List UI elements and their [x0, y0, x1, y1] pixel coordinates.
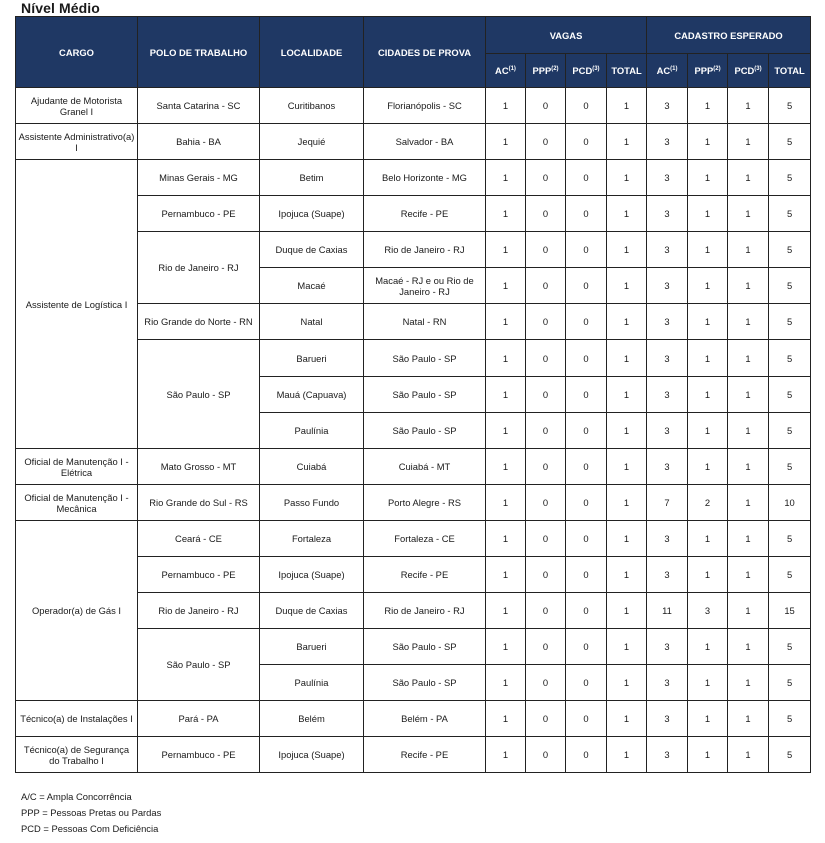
header-polo: POLO DE TRABALHO [138, 17, 260, 88]
cell-vagas-pcd: 0 [566, 304, 607, 340]
cell-vagas-ac: 1 [486, 124, 526, 160]
header-cargo: CARGO [16, 17, 138, 88]
cell-localidade: Cuiabá [260, 449, 364, 485]
cell-localidade: Macaé [260, 268, 364, 304]
cell-cadastro-ppp: 3 [688, 593, 728, 629]
cell-vagas-total: 1 [607, 232, 647, 268]
cell-polo: Rio de Janeiro - RJ [138, 593, 260, 629]
cell-vagas-total: 1 [607, 701, 647, 737]
subheader-cadastro-ppp [688, 54, 728, 88]
legend-ppp: PPP = Pessoas Pretas ou Pardas [21, 807, 162, 818]
table-header [16, 17, 811, 88]
cell-cidade: Recife - PE [364, 557, 486, 593]
cell-cadastro-total: 5 [769, 377, 811, 413]
subheader-cadastro-pcd [728, 54, 769, 88]
cell-cadastro-total: 5 [769, 196, 811, 232]
cell-vagas-pcd: 0 [566, 124, 607, 160]
table-row [16, 449, 811, 485]
cell-cadastro-pcd: 1 [728, 629, 769, 665]
cell-vagas-pcd: 0 [566, 268, 607, 304]
subheader-label: PPP [532, 65, 552, 76]
cell-cadastro-pcd: 1 [728, 485, 769, 521]
cell-vagas-pcd: 0 [566, 737, 607, 773]
cell-cargo: Operador(a) de Gás I [16, 521, 138, 701]
cell-cadastro-pcd: 1 [728, 88, 769, 124]
cell-cadastro-ac: 3 [647, 737, 688, 773]
cell-cadastro-ppp: 1 [688, 413, 728, 449]
cell-localidade: Barueri [260, 629, 364, 665]
cell-cadastro-pcd: 1 [728, 377, 769, 413]
cell-cadastro-pcd: 1 [728, 593, 769, 629]
cell-vagas-ppp: 0 [526, 196, 566, 232]
subheader-label: AC [656, 65, 671, 76]
cell-cidade: Rio de Janeiro - RJ [364, 232, 486, 268]
legend [21, 789, 161, 837]
cell-vagas-pcd: 0 [566, 340, 607, 377]
cell-cadastro-total: 5 [769, 665, 811, 701]
cell-cadastro-pcd: 1 [728, 701, 769, 737]
cell-cargo: Oficial de Manutenção I - Mecânica [16, 485, 138, 521]
cell-cadastro-pcd: 1 [728, 737, 769, 773]
cell-localidade: Barueri [260, 340, 364, 377]
cell-cidade: São Paulo - SP [364, 629, 486, 665]
subheader-note: (1) [670, 65, 678, 72]
cell-vagas-ac: 1 [486, 413, 526, 449]
cell-vagas-ppp: 0 [526, 485, 566, 521]
cell-vagas-ppp: 0 [526, 701, 566, 737]
cell-cadastro-pcd: 1 [728, 160, 769, 196]
cell-vagas-ppp: 0 [526, 377, 566, 413]
cell-localidade: Natal [260, 304, 364, 340]
cell-cadastro-ac: 3 [647, 160, 688, 196]
cell-localidade: Jequié [260, 124, 364, 160]
cell-vagas-total: 1 [607, 268, 647, 304]
cell-vagas-ppp: 0 [526, 557, 566, 593]
cell-cadastro-ac: 3 [647, 449, 688, 485]
cell-vagas-pcd: 0 [566, 629, 607, 665]
cell-localidade: Belém [260, 701, 364, 737]
cell-cadastro-ppp: 1 [688, 88, 728, 124]
cell-cidade: Cuiabá - MT [364, 449, 486, 485]
cell-vagas-pcd: 0 [566, 232, 607, 268]
cell-cidade: São Paulo - SP [364, 413, 486, 449]
cell-cargo: Técnico(a) de Segurança do Trabalho I [16, 737, 138, 773]
cell-cadastro-total: 5 [769, 160, 811, 196]
subheader-note: (2) [713, 65, 721, 72]
cell-vagas-total: 1 [607, 521, 647, 557]
cell-vagas-ac: 1 [486, 701, 526, 737]
cell-localidade: Ipojuca (Suape) [260, 557, 364, 593]
cell-cadastro-ppp: 1 [688, 124, 728, 160]
cell-cadastro-ac: 7 [647, 485, 688, 521]
cell-polo: Rio de Janeiro - RJ [138, 232, 260, 304]
cell-cadastro-pcd: 1 [728, 304, 769, 340]
cell-cadastro-ac: 3 [647, 665, 688, 701]
vacancies-table [15, 16, 811, 773]
subheader-label: PCD [734, 65, 755, 76]
cell-vagas-ppp: 0 [526, 413, 566, 449]
table-body [16, 88, 811, 773]
cell-vagas-ac: 1 [486, 629, 526, 665]
cell-cargo: Técnico(a) de Instalações I [16, 701, 138, 737]
cell-vagas-ppp: 0 [526, 304, 566, 340]
cell-vagas-pcd: 0 [566, 196, 607, 232]
cell-cadastro-ppp: 1 [688, 196, 728, 232]
cell-vagas-ac: 1 [486, 377, 526, 413]
cell-cidade: Macaé - RJ e ou Rio de Janeiro - RJ [364, 268, 486, 304]
cell-cadastro-total: 5 [769, 88, 811, 124]
cell-cadastro-pcd: 1 [728, 232, 769, 268]
cell-cidade: Natal - RN [364, 304, 486, 340]
cell-vagas-pcd: 0 [566, 701, 607, 737]
cell-cargo: Ajudante de Motorista Granel I [16, 88, 138, 124]
cell-cadastro-ac: 3 [647, 304, 688, 340]
subheader-note: (1) [508, 65, 516, 72]
cell-cadastro-pcd: 1 [728, 557, 769, 593]
cell-vagas-total: 1 [607, 160, 647, 196]
cell-localidade: Mauá (Capuava) [260, 377, 364, 413]
cell-cidade: São Paulo - SP [364, 377, 486, 413]
cell-vagas-total: 1 [607, 485, 647, 521]
cell-cadastro-pcd: 1 [728, 268, 769, 304]
cell-cidade: Fortaleza - CE [364, 521, 486, 557]
cell-vagas-ppp: 0 [526, 521, 566, 557]
cell-vagas-pcd: 0 [566, 665, 607, 701]
cell-vagas-ppp: 0 [526, 737, 566, 773]
cell-polo: Santa Catarina - SC [138, 88, 260, 124]
cell-cadastro-ac: 3 [647, 629, 688, 665]
cell-vagas-ac: 1 [486, 196, 526, 232]
cell-cadastro-total: 5 [769, 340, 811, 377]
header-cidades: CIDADES DE PROVA [364, 17, 486, 88]
cell-polo: Pernambuco - PE [138, 196, 260, 232]
cell-cadastro-total: 15 [769, 593, 811, 629]
cell-localidade: Betim [260, 160, 364, 196]
cell-cadastro-ppp: 1 [688, 701, 728, 737]
cell-vagas-total: 1 [607, 196, 647, 232]
cell-cadastro-ac: 3 [647, 377, 688, 413]
cell-cadastro-pcd: 1 [728, 665, 769, 701]
cell-vagas-total: 1 [607, 377, 647, 413]
cell-vagas-total: 1 [607, 665, 647, 701]
cell-vagas-ppp: 0 [526, 88, 566, 124]
cell-cadastro-ppp: 1 [688, 268, 728, 304]
subheader-label: AC [495, 65, 509, 76]
cell-cidade: São Paulo - SP [364, 665, 486, 701]
cell-vagas-total: 1 [607, 340, 647, 377]
cell-cadastro-ac: 3 [647, 557, 688, 593]
cell-cadastro-ac: 11 [647, 593, 688, 629]
cell-polo: Rio Grande do Sul - RS [138, 485, 260, 521]
cell-cidade: Salvador - BA [364, 124, 486, 160]
cell-cadastro-ppp: 2 [688, 485, 728, 521]
subheader-note: (3) [592, 65, 600, 72]
cell-localidade: Ipojuca (Suape) [260, 737, 364, 773]
subheader-vagas-ac [486, 54, 526, 88]
subheader-note: (2) [551, 65, 559, 72]
table-row [16, 485, 811, 521]
cell-polo: São Paulo - SP [138, 340, 260, 449]
cell-cadastro-ppp: 1 [688, 665, 728, 701]
cell-vagas-total: 1 [607, 629, 647, 665]
cell-polo: Pernambuco - PE [138, 557, 260, 593]
cell-cadastro-ac: 3 [647, 413, 688, 449]
cell-vagas-total: 1 [607, 124, 647, 160]
cell-vagas-ppp: 0 [526, 124, 566, 160]
cell-polo: Minas Gerais - MG [138, 160, 260, 196]
cell-localidade: Ipojuca (Suape) [260, 196, 364, 232]
legend-pcd: PCD = Pessoas Com Deficiência [21, 823, 159, 834]
subheader-cadastro-total [769, 54, 811, 88]
cell-vagas-ac: 1 [486, 737, 526, 773]
subheader-vagas-total [607, 54, 647, 88]
cell-cidade: Belo Horizonte - MG [364, 160, 486, 196]
cell-localidade: Curitibanos [260, 88, 364, 124]
table-row [16, 88, 811, 124]
cell-polo: Bahia - BA [138, 124, 260, 160]
cell-cadastro-pcd: 1 [728, 340, 769, 377]
cell-vagas-pcd: 0 [566, 557, 607, 593]
header-localidade: LOCALIDADE [260, 17, 364, 88]
cell-cadastro-total: 5 [769, 413, 811, 449]
cell-vagas-ppp: 0 [526, 160, 566, 196]
cell-vagas-total: 1 [607, 593, 647, 629]
cell-polo: Mato Grosso - MT [138, 449, 260, 485]
cell-vagas-ac: 1 [486, 268, 526, 304]
cell-vagas-pcd: 0 [566, 413, 607, 449]
cell-polo: Pará - PA [138, 701, 260, 737]
cell-vagas-ppp: 0 [526, 665, 566, 701]
cell-vagas-total: 1 [607, 449, 647, 485]
cell-cadastro-total: 5 [769, 521, 811, 557]
cell-vagas-ac: 1 [486, 340, 526, 377]
cell-localidade: Paulínia [260, 665, 364, 701]
cell-cadastro-pcd: 1 [728, 449, 769, 485]
cell-vagas-pcd: 0 [566, 521, 607, 557]
cell-vagas-ppp: 0 [526, 232, 566, 268]
cell-vagas-ac: 1 [486, 593, 526, 629]
cell-cadastro-total: 5 [769, 557, 811, 593]
cell-cadastro-ppp: 1 [688, 377, 728, 413]
page-title: Nível Médio [21, 0, 100, 16]
cell-cargo: Oficial de Manutenção I - Elétrica [16, 449, 138, 485]
cell-cadastro-total: 5 [769, 737, 811, 773]
legend-ac: A/C = Ampla Concorrência [21, 791, 132, 802]
cell-cadastro-ppp: 1 [688, 232, 728, 268]
cell-vagas-ac: 1 [486, 449, 526, 485]
cell-vagas-ac: 1 [486, 160, 526, 196]
cell-vagas-ac: 1 [486, 232, 526, 268]
cell-polo: São Paulo - SP [138, 629, 260, 701]
subheader-vagas-pcd [566, 54, 607, 88]
cell-localidade: Passo Fundo [260, 485, 364, 521]
table-row [16, 737, 811, 773]
cell-cadastro-ppp: 1 [688, 557, 728, 593]
cell-vagas-pcd: 0 [566, 485, 607, 521]
cell-vagas-ppp: 0 [526, 629, 566, 665]
cell-cadastro-total: 5 [769, 232, 811, 268]
cell-cidade: Florianópolis - SC [364, 88, 486, 124]
cell-cadastro-ac: 3 [647, 701, 688, 737]
cell-cadastro-ac: 3 [647, 88, 688, 124]
cell-cadastro-total: 5 [769, 701, 811, 737]
header-vagas: VAGAS [486, 17, 647, 54]
cell-cadastro-ac: 3 [647, 340, 688, 377]
cell-cadastro-ac: 3 [647, 232, 688, 268]
cell-cadastro-total: 5 [769, 304, 811, 340]
cell-cadastro-ac: 3 [647, 124, 688, 160]
cell-cidade: Belém - PA [364, 701, 486, 737]
cell-vagas-total: 1 [607, 413, 647, 449]
cell-cadastro-ppp: 1 [688, 737, 728, 773]
cell-cadastro-total: 5 [769, 629, 811, 665]
cell-vagas-ac: 1 [486, 521, 526, 557]
cell-cargo: Assistente de Logística I [16, 160, 138, 449]
cell-vagas-ac: 1 [486, 665, 526, 701]
cell-cadastro-total: 5 [769, 268, 811, 304]
cell-cidade: São Paulo - SP [364, 340, 486, 377]
cell-vagas-pcd: 0 [566, 377, 607, 413]
subheader-cadastro-ac [647, 54, 688, 88]
cell-cadastro-ppp: 1 [688, 160, 728, 196]
table-row [16, 124, 811, 160]
cell-vagas-ac: 1 [486, 485, 526, 521]
cell-cadastro-ac: 3 [647, 521, 688, 557]
cell-cadastro-total: 5 [769, 449, 811, 485]
subheader-vagas-ppp [526, 54, 566, 88]
cell-localidade: Fortaleza [260, 521, 364, 557]
cell-vagas-pcd: 0 [566, 593, 607, 629]
cell-cidade: Porto Alegre - RS [364, 485, 486, 521]
cell-vagas-ac: 1 [486, 304, 526, 340]
cell-vagas-ac: 1 [486, 557, 526, 593]
cell-vagas-ppp: 0 [526, 268, 566, 304]
cell-cadastro-ppp: 1 [688, 340, 728, 377]
table-row [16, 160, 811, 196]
cell-cadastro-ppp: 1 [688, 629, 728, 665]
table-row [16, 701, 811, 737]
cell-cadastro-pcd: 1 [728, 124, 769, 160]
cell-vagas-pcd: 0 [566, 88, 607, 124]
cell-cadastro-total: 10 [769, 485, 811, 521]
cell-cargo: Assistente Administrativo(a) I [16, 124, 138, 160]
cell-vagas-ppp: 0 [526, 340, 566, 377]
cell-vagas-total: 1 [607, 737, 647, 773]
cell-cadastro-total: 5 [769, 124, 811, 160]
cell-cidade: Recife - PE [364, 737, 486, 773]
cell-localidade: Paulínia [260, 413, 364, 449]
subheader-label: TOTAL [611, 65, 642, 76]
cell-cadastro-pcd: 1 [728, 521, 769, 557]
header-cadastro: CADASTRO ESPERADO [647, 17, 811, 54]
cell-polo: Pernambuco - PE [138, 737, 260, 773]
cell-cadastro-pcd: 1 [728, 413, 769, 449]
cell-vagas-total: 1 [607, 88, 647, 124]
cell-cadastro-pcd: 1 [728, 196, 769, 232]
subheader-label: TOTAL [774, 65, 805, 76]
cell-localidade: Duque de Caxias [260, 593, 364, 629]
cell-cidade: Recife - PE [364, 196, 486, 232]
subheader-label: PCD [572, 65, 593, 76]
cell-cadastro-ppp: 1 [688, 449, 728, 485]
cell-localidade: Duque de Caxias [260, 232, 364, 268]
cell-cadastro-ac: 3 [647, 196, 688, 232]
cell-vagas-total: 1 [607, 557, 647, 593]
cell-vagas-ac: 1 [486, 88, 526, 124]
cell-cadastro-ppp: 1 [688, 521, 728, 557]
cell-vagas-pcd: 0 [566, 160, 607, 196]
cell-cidade: Rio de Janeiro - RJ [364, 593, 486, 629]
cell-polo: Ceará - CE [138, 521, 260, 557]
cell-cadastro-ac: 3 [647, 268, 688, 304]
subheader-label: PPP [694, 65, 714, 76]
subheader-note: (3) [754, 65, 762, 72]
cell-vagas-total: 1 [607, 304, 647, 340]
cell-vagas-ppp: 0 [526, 593, 566, 629]
cell-vagas-ppp: 0 [526, 449, 566, 485]
table-row [16, 521, 811, 557]
cell-cadastro-ppp: 1 [688, 304, 728, 340]
cell-vagas-pcd: 0 [566, 449, 607, 485]
cell-polo: Rio Grande do Norte - RN [138, 304, 260, 340]
